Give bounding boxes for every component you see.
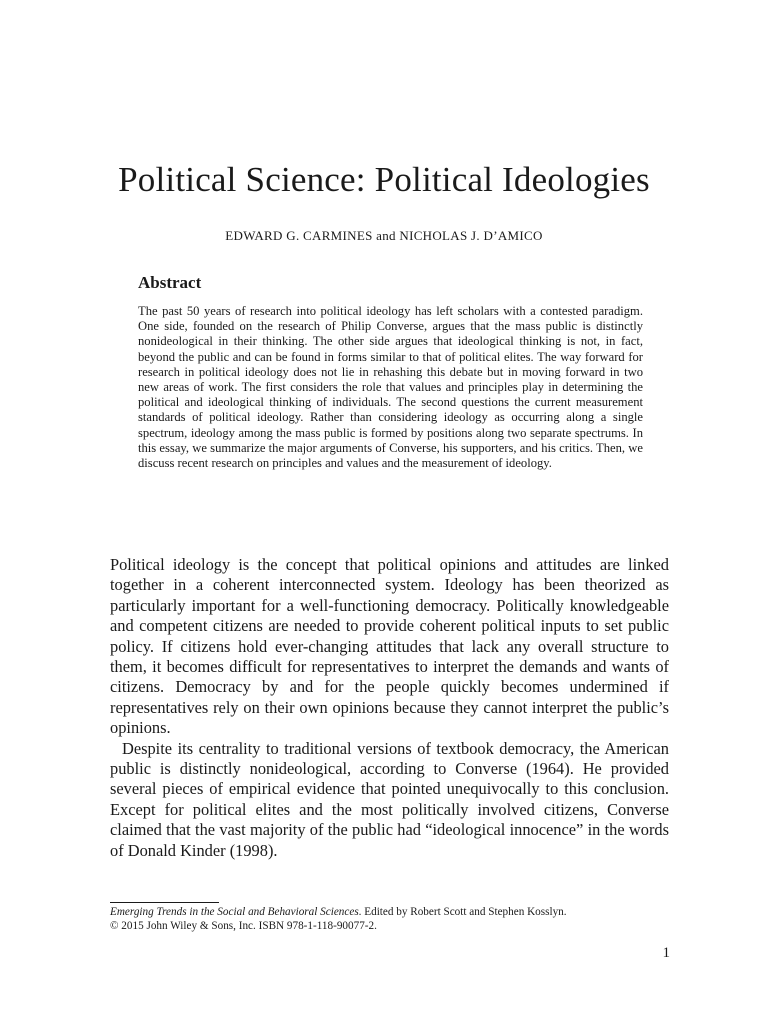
- abstract-heading: Abstract: [138, 273, 202, 292]
- footnote: [110, 905, 670, 933]
- footnote-divider: [110, 902, 219, 903]
- article-authors: EDWARD G. CARMINES and NICHOLAS J. D’AMICO: [225, 228, 543, 243]
- footnote-copyright: © 2015 John Wiley & Sons, Inc. ISBN 978-1-118-90077-2.: [110, 920, 377, 932]
- body-text: [110, 555, 669, 861]
- footnote-source-line: [110, 905, 670, 919]
- page-number: 1: [662, 945, 670, 961]
- abstract-text: The past 50 years of research into political ideology has left scholars with a contested paradigm. One side, founded on the research of Philip Converse, argues that the mass public is distinctly nonideological in their thinking. The other side argues that ideological thinking is not, in fact, beyond the public and can be found in forms similar to that of political elites. The way forward for research in political ideology does not lie in rehashing this debate but in moving forward in two new areas of work. The first considers the role that values and principles play in determining the political and ideological thinking of individuals. The second questions the current measurement standards of political ideology. Rather than considering ideology as occurring along a single spectrum, ideology among the mass public is formed by positions along two separate spectrums. In this essay, we summarize the major arguments of Converse, his supporters, and his critics. Then, we discuss recent research on principles and values and the measurement of ideology.: [138, 304, 643, 471]
- footnote-book-title: Emerging Trends in the Social and Behavioral Sciences: [110, 906, 359, 918]
- article-title: Political Science: Political Ideologies: [118, 160, 650, 199]
- body-paragraph-1: Political ideology is the concept that political opinions and attitudes are linked together in a coherent interconnected system. Ideology has been theorized as particularly important for a well-functioning democracy. Politically knowledgeable and competent citizens are needed to provide coherent political inputs to set public policy. If citizens hold ever-changing attitudes that lack any overall structure to them, it becomes difficult for representatives to interpret the demands and wants of citizens. Democracy by and for the people quickly becomes undermined if representatives rely on their own opinions because they cannot interpret the public’s opinions.: [110, 555, 669, 738]
- footnote-editors: . Edited by Robert Scott and Stephen Kosslyn.: [358, 906, 567, 918]
- body-paragraph-2: Despite its centrality to traditional versions of textbook democracy, the American public is distinctly nonideological, according to Converse (1964). He provided several pieces of empirical evidence that pointed unequivocally to this conclusion. Except for political elites and the most politically involved citizens, Converse claimed that the vast majority of the public had “ideological innocence” in the words of Donald Kinder (1998).: [110, 738, 669, 860]
